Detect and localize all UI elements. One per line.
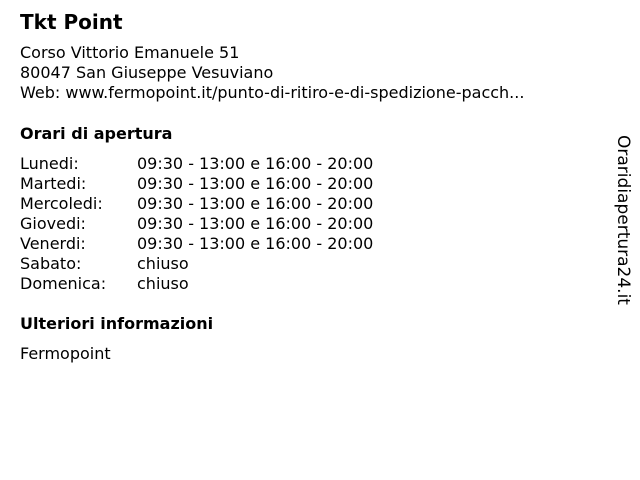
street-address: Corso Vittorio Emanuele 51 — [20, 43, 240, 62]
time-value: 09:30 - 13:00 e 16:00 - 20:00 — [137, 234, 374, 253]
opening-hours-table — [20, 154, 373, 294]
additional-info-heading: Ulteriori informazioni — [20, 314, 214, 333]
hours-row-wednesday — [20, 194, 373, 214]
hours-row-tuesday — [20, 174, 373, 194]
day-label: Sabato: — [20, 254, 82, 273]
hours-row-monday — [20, 154, 373, 174]
hours-row-friday — [20, 234, 373, 254]
day-label: Venerdi: — [20, 234, 86, 253]
address-block — [20, 43, 524, 103]
business-name: Tkt Point — [20, 10, 123, 34]
opening-hours-heading: Orari di apertura — [20, 124, 173, 143]
time-value: 09:30 - 13:00 e 16:00 - 20:00 — [137, 174, 374, 193]
time-value: chiuso — [137, 274, 189, 293]
city-address: 80047 San Giuseppe Vesuviano — [20, 63, 274, 82]
time-value: 09:30 - 13:00 e 16:00 - 20:00 — [137, 154, 374, 173]
hours-row-saturday — [20, 254, 373, 274]
hours-row-thursday — [20, 214, 373, 234]
day-label: Domenica: — [20, 274, 107, 293]
site-watermark: Oraridiapertura24.it — [613, 135, 633, 305]
day-label: Lunedi: — [20, 154, 79, 173]
time-value: 09:30 - 13:00 e 16:00 - 20:00 — [137, 214, 374, 233]
day-label: Mercoledi: — [20, 194, 103, 213]
day-label: Giovedi: — [20, 214, 86, 233]
time-value: chiuso — [137, 254, 189, 273]
time-value: 09:30 - 13:00 e 16:00 - 20:00 — [137, 194, 374, 213]
hours-row-sunday — [20, 274, 373, 294]
additional-info-text: Fermopoint — [20, 344, 111, 363]
website-link[interactable]: Web: www.fermopoint.it/punto-di-ritiro-e-di-spedizione-pacch... — [20, 83, 525, 102]
day-label: Martedi: — [20, 174, 87, 193]
